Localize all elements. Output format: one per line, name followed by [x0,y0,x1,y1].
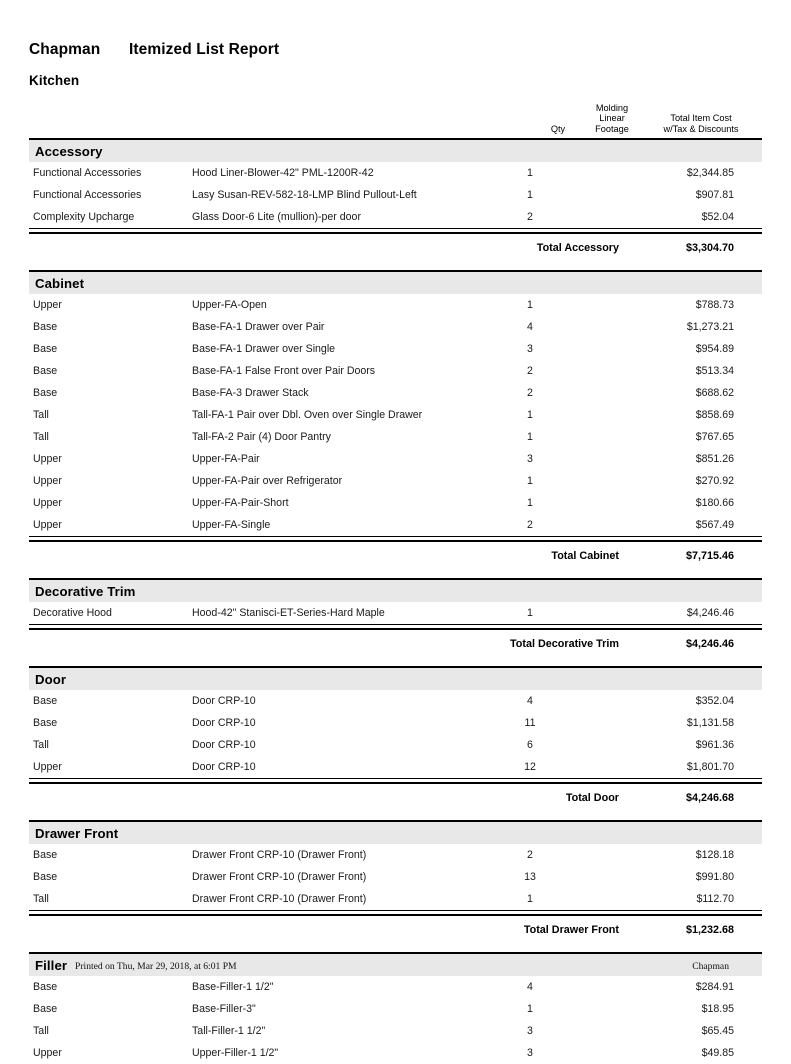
cell-total-item-cost: $513.34 [695,365,735,377]
section-header-row [29,667,762,690]
cell-molding-linear-footage [561,492,623,514]
cell-total-item-cost: $284.91 [695,981,735,993]
cell-molding-linear-footage [561,360,623,382]
table-row [29,404,762,426]
table-row [29,690,762,712]
cell-molding-linear-footage [561,1042,623,1064]
cell-type: Functional Accessories [33,167,142,179]
cell-total-item-cost: $858.69 [695,409,735,421]
cell-qty: 12 [524,761,536,773]
table-row [29,338,762,360]
cell-description: Upper-FA-Pair-Short [192,497,289,509]
section-total-label: Total Accessory [536,241,619,254]
company-name: Chapman [29,41,101,58]
cell-qty: 2 [527,387,533,399]
cell-qty: 4 [527,321,533,333]
cell-description: Drawer Front CRP-10 (Drawer Front) [192,849,367,861]
cell-molding-linear-footage [561,602,623,624]
cell-description: Door CRP-10 [192,761,256,773]
table-row [29,470,762,492]
cell-description: Base-FA-1 False Front over Pair Doors [192,365,376,377]
cell-type: Tall [33,739,49,751]
section-spacer-cell [29,261,762,271]
cell-description: Base-FA-3 Drawer Stack [192,387,309,399]
table-row [29,492,762,514]
footer-company: Chapman [692,961,729,972]
column-header-molding-line2: Linear [599,113,625,123]
cell-total-item-cost: $65.45 [701,1025,735,1037]
cell-molding-linear-footage [561,184,623,206]
cell-molding-linear-footage [561,470,623,492]
cell-qty: 1 [527,497,533,509]
table-row [29,602,762,624]
cell-molding-linear-footage [561,888,623,910]
column-header-cost [639,113,763,134]
document-header [29,0,762,88]
section-total-value: $7,715.46 [685,549,735,562]
cell-type: Base [33,695,58,707]
cell-type: Upper [33,519,62,531]
cell-type: Decorative Hood [33,607,112,619]
cell-total-item-cost: $767.65 [695,431,735,443]
table-row [29,998,762,1020]
itemized-table-body [29,139,762,1064]
section-spacer [29,261,762,271]
cell-qty: 1 [527,409,533,421]
column-header-molding-line3: Footage [595,123,629,134]
cell-total-item-cost: $1,131.58 [686,717,735,729]
cell-type: Base [33,871,58,883]
section-total-label: Total Decorative Trim [509,637,619,650]
table-row [29,888,762,910]
room-name: Kitchen [29,73,80,88]
cell-type: Upper [33,1047,62,1059]
section-spacer-cell [29,657,762,667]
cell-qty: 1 [527,167,533,179]
cell-qty: 3 [527,453,533,465]
cell-molding-linear-footage [561,514,623,536]
section-spacer [29,943,762,953]
table-row [29,976,762,998]
cell-description: Upper-Filler-1 1/2" [192,1047,279,1059]
section-title: Door [35,671,67,687]
cell-type: Base [33,981,58,993]
cell-qty: 2 [527,365,533,377]
table-row [29,184,762,206]
section-spacer [29,811,762,821]
cell-total-item-cost: $112.70 [696,893,735,905]
cell-description: Upper-FA-Open [192,299,267,311]
section-title: Cabinet [35,275,85,291]
section-total-row [29,541,762,569]
cell-description: Tall-Filler-1 1/2" [192,1025,266,1037]
column-header-cost-line2: w/Tax & Discounts [663,123,739,134]
cell-total-item-cost: $954.89 [695,343,735,355]
cell-molding-linear-footage [561,756,623,778]
cell-qty: 2 [527,519,533,531]
cell-total-item-cost: $1,273.21 [686,321,735,333]
column-header-molding-line1: Molding [595,102,629,113]
cell-qty: 1 [527,299,533,311]
column-header-qty: Qty [550,123,566,134]
cell-qty: 11 [524,717,536,729]
cell-description: Base-FA-1 Drawer over Single [192,343,336,355]
cell-qty: 3 [527,1025,533,1037]
cell-molding-linear-footage [561,1020,623,1042]
cell-qty: 6 [527,739,533,751]
column-headers [29,90,762,138]
table-row [29,712,762,734]
section-total-label: Total Door [565,791,619,804]
title-row [29,41,762,63]
section-spacer [29,569,762,579]
cell-molding-linear-footage [561,404,623,426]
column-header-molding [581,103,643,135]
section-spacer-cell [29,569,762,579]
cell-qty: 2 [527,211,533,223]
cell-molding-linear-footage [561,976,623,998]
section-header-row [29,139,762,162]
cell-type: Upper [33,475,62,487]
section-total-label: Total Drawer Front [523,923,619,936]
cell-qty: 4 [527,695,533,707]
table-row [29,162,762,184]
cell-total-item-cost: $851.26 [695,453,735,465]
cell-total-item-cost: $4,246.46 [686,607,735,619]
section-header-cell [29,139,762,162]
cell-description: Tall-FA-1 Pair over Dbl. Oven over Single Drawer [192,409,423,421]
cell-type: Upper [33,453,62,465]
cell-molding-linear-footage [561,382,623,404]
cell-type: Base [33,717,58,729]
cell-description: Glass Door-6 Lite (mullion)-per door [192,211,361,223]
cell-qty: 1 [527,431,533,443]
section-header-cell [29,667,762,690]
cell-qty: 1 [527,893,533,905]
table-row [29,1020,762,1042]
footer-printed-on: Printed on Thu, Mar 29, 2018, at 6:01 PM [75,961,237,972]
cell-qty: 1 [527,607,533,619]
cell-total-item-cost: $52.04 [701,211,735,223]
cell-molding-linear-footage [561,338,623,360]
cell-molding-linear-footage [561,316,623,338]
cell-molding-linear-footage [561,206,623,228]
section-total-value: $4,246.68 [685,791,735,804]
cell-molding-linear-footage [561,690,623,712]
cell-total-item-cost: $907.81 [695,189,735,201]
cell-molding-linear-footage [561,426,623,448]
table-row [29,514,762,536]
cell-qty: 3 [527,343,533,355]
cell-type: Functional Accessories [33,189,142,201]
cell-description: Door CRP-10 [192,717,256,729]
total-spacer [29,541,499,569]
section-total-row [29,629,762,657]
page-title: Itemized List Report [129,41,280,58]
section-header-row [29,579,762,602]
cell-type: Tall [33,893,49,905]
cell-type: Base [33,1003,58,1015]
section-spacer-cell [29,943,762,953]
document-footer [29,961,762,972]
cell-qty: 13 [524,871,536,883]
table-row [29,734,762,756]
cell-total-item-cost: $961.36 [695,739,735,751]
section-total-row [29,233,762,261]
section-title: Decorative Trim [35,583,136,599]
cell-type: Base [33,343,58,355]
cell-qty: 1 [527,189,533,201]
cell-description: Door CRP-10 [192,739,256,751]
cell-type: Base [33,365,58,377]
table-row [29,294,762,316]
total-spacer [29,783,499,811]
cell-molding-linear-footage [561,448,623,470]
cell-total-item-cost: $1,801.70 [686,761,735,773]
total-spacer [29,915,499,943]
cell-total-item-cost: $567.49 [695,519,735,531]
cell-type: Base [33,321,58,333]
section-header-cell [29,271,762,294]
section-title: Filler [35,957,68,973]
section-header-cell [29,821,762,844]
cell-qty: 1 [527,1003,533,1015]
cell-type: Base [33,387,58,399]
cell-total-item-cost: $128.18 [695,849,735,861]
cell-description: Base-FA-1 Drawer over Pair [192,321,325,333]
cell-description: Drawer Front CRP-10 (Drawer Front) [192,871,367,883]
section-total-row [29,915,762,943]
cell-total-item-cost: $2,344.85 [686,167,735,179]
cell-total-item-cost: $180.66 [695,497,735,509]
section-spacer [29,657,762,667]
cell-description: Door CRP-10 [192,695,256,707]
section-total-row [29,783,762,811]
section-title: Accessory [35,143,103,159]
cell-molding-linear-footage [561,734,623,756]
cell-total-item-cost: $352.04 [695,695,735,707]
cell-qty: 1 [527,475,533,487]
cell-total-item-cost: $991.80 [695,871,735,883]
cell-description: Drawer Front CRP-10 (Drawer Front) [192,893,367,905]
section-header-cell [29,579,762,602]
table-row [29,382,762,404]
cell-total-item-cost: $688.62 [695,387,735,399]
cell-type: Tall [33,409,49,421]
cell-description: Upper-FA-Pair [192,453,260,465]
cell-molding-linear-footage [561,162,623,184]
cell-total-item-cost: $788.73 [695,299,735,311]
cell-type: Upper [33,299,62,311]
cell-qty: 3 [527,1047,533,1059]
section-total-label: Total Cabinet [551,549,619,562]
table-row [29,448,762,470]
table-row [29,1042,762,1064]
total-spacer [29,629,499,657]
cell-description: Tall-FA-2 Pair (4) Door Pantry [192,431,331,443]
cell-description: Hood Liner-Blower-42" PML-1200R-42 [192,167,374,179]
cell-molding-linear-footage [561,866,623,888]
section-total-value: $4,246.46 [685,637,735,650]
table-row [29,866,762,888]
section-total-value: $1,232.68 [685,923,735,936]
cell-molding-linear-footage [561,294,623,316]
total-spacer [29,233,499,261]
cell-molding-linear-footage [561,844,623,866]
cell-description: Base-Filler-3" [192,1003,256,1015]
cell-type: Complexity Upcharge [33,211,135,223]
cell-type: Tall [33,431,49,443]
cell-molding-linear-footage [561,998,623,1020]
cell-molding-linear-footage [561,712,623,734]
cell-type: Upper [33,761,62,773]
table-row [29,360,762,382]
table-row [29,844,762,866]
cell-description: Upper-FA-Pair over Refrigerator [192,475,343,487]
section-title: Drawer Front [35,825,119,841]
table-row [29,206,762,228]
cell-total-item-cost: $49.85 [701,1047,735,1059]
cell-qty: 4 [527,981,533,993]
table-row [29,426,762,448]
section-total-value: $3,304.70 [685,241,735,254]
section-header-row [29,271,762,294]
table-row [29,756,762,778]
table-row [29,316,762,338]
section-spacer-cell [29,811,762,821]
cell-type: Base [33,849,58,861]
cell-type: Upper [33,497,62,509]
cell-qty: 2 [527,849,533,861]
section-header-row [29,821,762,844]
column-header-cost-line1: Total Item Cost [670,113,732,123]
cell-description: Hood-42" Stanisci-ET-Series-Hard Maple [192,607,385,619]
itemized-table [29,138,762,1064]
cell-description: Upper-FA-Single [192,519,271,531]
cell-total-item-cost: $270.92 [695,475,735,487]
cell-description: Lasy Susan-REV-582-18-LMP Blind Pullout-Left [192,189,417,201]
cell-type: Tall [33,1025,49,1037]
cell-description: Base-Filler-1 1/2" [192,981,274,993]
cell-total-item-cost: $18.95 [701,1003,735,1015]
